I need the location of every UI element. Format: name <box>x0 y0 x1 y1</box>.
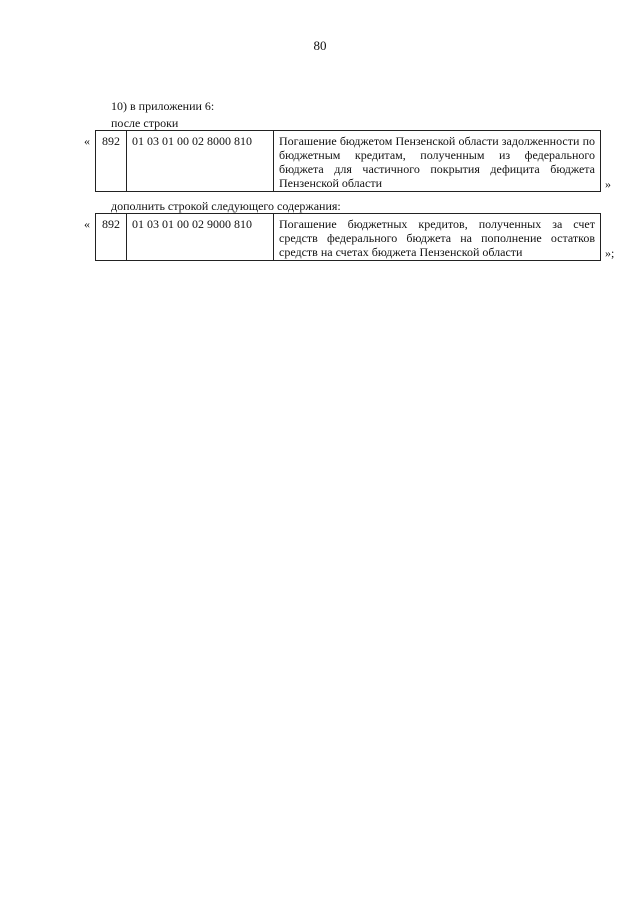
close-quote: »; <box>605 246 615 260</box>
budget-classification-cell: 01 03 01 00 02 9000 810 <box>127 214 274 261</box>
close-quote: » <box>605 177 611 191</box>
budget-classification-cell: 01 03 01 00 02 8000 810 <box>127 131 274 192</box>
page-number: 80 <box>313 38 327 53</box>
table-row <box>96 131 601 192</box>
open-quote: « <box>84 134 90 148</box>
open-quote: « <box>84 217 90 231</box>
table-row <box>96 214 601 261</box>
admin-code-cell: 892 <box>96 214 127 261</box>
new-row-table <box>95 213 601 261</box>
description-cell: Погашение бюджетных кредитов, полученных за счет средств федерального бюджета на пополнение остатков средств на счетах бюджета Пензенской области <box>274 214 601 261</box>
after-row-label: после строки <box>111 116 179 130</box>
add-row-label: дополнить строкой следующего содержания: <box>111 199 341 213</box>
admin-code-cell: 892 <box>96 131 127 192</box>
item-heading: 10) в приложении 6: <box>111 99 215 113</box>
existing-row-table <box>95 130 601 192</box>
description-cell: Погашение бюджетом Пензенской области задолженности по бюджетным кредитам, полученным из федерального бюджета для частичного покрытия дефицита бюджета Пензенской области <box>274 131 601 192</box>
